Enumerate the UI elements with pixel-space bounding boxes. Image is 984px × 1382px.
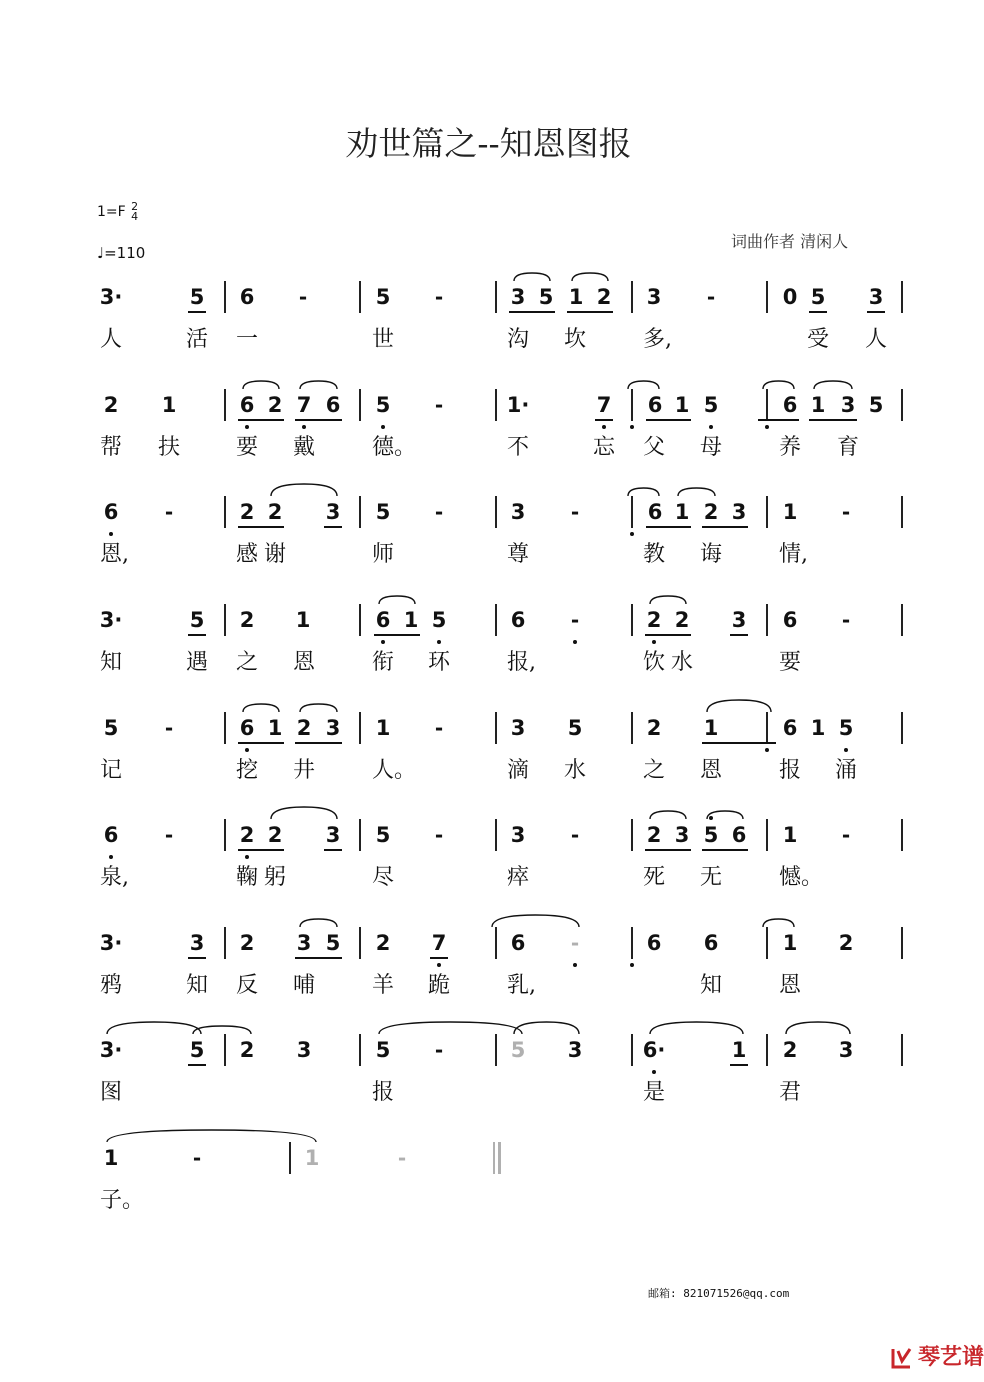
octave-dot-below — [245, 748, 249, 752]
lyric-char: 瘁 — [507, 865, 530, 890]
slur-arc — [514, 273, 550, 281]
note: 1 — [304, 1146, 320, 1170]
lyric-char: 知 — [186, 973, 209, 998]
octave-dot-below — [437, 640, 441, 644]
lyric-char: 躬 — [264, 865, 287, 890]
lyric-char: 知 — [100, 650, 123, 675]
note: 6 — [103, 500, 119, 524]
lyric-char: 记 — [100, 758, 123, 783]
note: 1 — [782, 823, 798, 847]
lyric-char: 跪 — [428, 973, 451, 998]
note: 2 — [103, 393, 119, 417]
note: 3 — [325, 823, 341, 847]
sustain-dash: - — [164, 716, 174, 740]
octave-dot-below — [652, 640, 656, 644]
sustain-dash: - — [434, 285, 444, 309]
lyric-char: 感 — [236, 542, 259, 567]
note: 3· — [99, 285, 123, 309]
lyric-char: 谢 — [264, 542, 287, 567]
slur-arc — [678, 488, 715, 496]
sustain-dash: - — [164, 823, 174, 847]
lyric-char: 憾。 — [779, 865, 824, 890]
note: 3 — [510, 823, 526, 847]
octave-dot-below — [381, 425, 385, 429]
octave-dot-below — [245, 855, 249, 859]
contact-email: 邮箱: 821071526@qq.com — [648, 1287, 790, 1300]
note: 6 — [325, 393, 341, 417]
lyric-char: 图 — [100, 1080, 123, 1105]
lyric-char: 报 — [372, 1080, 395, 1105]
note: 5 — [375, 823, 391, 847]
octave-dot-below — [765, 425, 769, 429]
note: 3 — [674, 823, 690, 847]
lyric-char: 人 — [865, 327, 888, 352]
note: 3 — [296, 1038, 312, 1062]
quarter-note-icon: ♩ — [97, 244, 105, 262]
note: 3· — [99, 608, 123, 632]
lyric-char: 恩 — [779, 973, 802, 998]
lyric-char: 羊 — [372, 973, 395, 998]
note: 2 — [239, 608, 255, 632]
note: 5 — [103, 716, 119, 740]
lyric-char: 之 — [236, 650, 259, 675]
note: 2 — [596, 285, 612, 309]
note: 2 — [646, 716, 662, 740]
note: 6 — [239, 285, 255, 309]
note: 6 — [103, 823, 119, 847]
slur-arc — [514, 1022, 579, 1034]
note: 3· — [99, 931, 123, 955]
sustain-dash: - — [570, 931, 580, 955]
lyric-char: 死 — [643, 865, 666, 890]
lyric-char: 滴 — [507, 758, 530, 783]
note: 7 — [296, 393, 312, 417]
note: 1 — [810, 393, 826, 417]
slur-arc — [107, 1130, 316, 1142]
sustain-dash: - — [434, 393, 444, 417]
note: 1 — [161, 393, 177, 417]
sustain-dash: - — [570, 608, 580, 632]
lyric-char: 人 — [100, 327, 123, 352]
note: 5 — [703, 823, 719, 847]
octave-dot-below — [302, 425, 306, 429]
octave-dot-below — [245, 425, 249, 429]
octave-dot-below — [381, 640, 385, 644]
lyric-char: 水 — [671, 650, 694, 675]
note: 5 — [838, 716, 854, 740]
note: 1 — [674, 500, 690, 524]
note: 6 — [239, 716, 255, 740]
slur-arc — [628, 488, 659, 496]
lyric-char: 之 — [643, 758, 666, 783]
lyric-char: 反 — [236, 973, 259, 998]
slur-arc — [814, 381, 852, 389]
note: 2 — [375, 931, 391, 955]
lyric-char: 要 — [236, 435, 259, 460]
time-denominator: 4 — [131, 210, 139, 223]
octave-dot-above — [709, 816, 713, 820]
note: 5 — [538, 285, 554, 309]
note: 2 — [674, 608, 690, 632]
note: 3 — [510, 716, 526, 740]
slur-arc — [193, 1026, 251, 1034]
note: 6 — [239, 393, 255, 417]
lyric-char: 恩 — [700, 758, 723, 783]
lyric-char: 活 — [186, 327, 209, 352]
slur-arc — [379, 596, 415, 604]
sustain-dash: - — [706, 285, 716, 309]
lyric-char: 养 — [779, 435, 802, 460]
note: 1 — [103, 1146, 119, 1170]
lyric-char: 无 — [700, 865, 723, 890]
octave-dot-below — [109, 532, 113, 536]
sustain-dash: - — [570, 823, 580, 847]
sustain-dash: - — [841, 608, 851, 632]
lyric-char: 环 — [428, 650, 451, 675]
lyric-char: 忘 — [593, 435, 616, 460]
note: 3 — [646, 285, 662, 309]
lyric-char: 一 — [236, 327, 259, 352]
note: 5 — [431, 608, 447, 632]
note: 1 — [731, 1038, 747, 1062]
slur-arc — [707, 700, 771, 712]
lyric-char: 涌 — [835, 758, 858, 783]
note: 5 — [810, 285, 826, 309]
note: 3 — [296, 931, 312, 955]
note: 2 — [646, 823, 662, 847]
lyric-char: 人。 — [372, 758, 417, 783]
lyric-char: 扶 — [158, 435, 181, 460]
lyric-char: 戴 — [293, 435, 316, 460]
slur-arc — [243, 381, 279, 389]
page-title: 劝世篇之--知恩图报 — [345, 124, 632, 163]
lyric-char: 要 — [779, 650, 802, 675]
lyric-char: 子。 — [100, 1188, 145, 1213]
note: 1 — [810, 716, 826, 740]
slur-arc — [271, 807, 337, 819]
lyric-char: 是 — [643, 1080, 666, 1105]
note: 1 — [295, 608, 311, 632]
octave-dot-below — [630, 963, 634, 967]
note: 2 — [838, 931, 854, 955]
note: 1· — [506, 393, 530, 417]
note: 3 — [325, 500, 341, 524]
lyric-char: 育 — [837, 435, 860, 460]
lyric-char: 受 — [807, 327, 830, 352]
octave-dot-below — [630, 532, 634, 536]
lyric-char: 沟 — [507, 327, 530, 352]
lyric-char: 师 — [372, 542, 395, 567]
lyric-char: 母 — [700, 435, 723, 460]
note: 6 — [782, 716, 798, 740]
note: 2 — [239, 931, 255, 955]
note: 1 — [782, 500, 798, 524]
note: 2 — [239, 823, 255, 847]
octave-dot-below — [765, 748, 769, 752]
note: 0 — [782, 285, 798, 309]
lyric-char: 知 — [700, 973, 723, 998]
lyric-char: 不 — [507, 435, 530, 460]
note: 5 — [868, 393, 884, 417]
lyric-char: 报, — [507, 650, 536, 675]
lyric-char: 世 — [372, 327, 395, 352]
octave-dot-below — [109, 855, 113, 859]
sustain-dash: - — [192, 1146, 202, 1170]
note: 5 — [567, 716, 583, 740]
note: 5 — [189, 285, 205, 309]
logo-label: 琴艺谱 — [918, 1345, 984, 1370]
note: 1 — [674, 393, 690, 417]
sustain-dash: - — [841, 500, 851, 524]
sustain-dash: - — [434, 500, 444, 524]
lyric-char: 乳, — [507, 973, 536, 998]
lyric-char: 水 — [564, 758, 587, 783]
lyric-char: 饮 — [643, 650, 666, 675]
note: 5 — [375, 500, 391, 524]
lyric-char: 诲 — [700, 542, 723, 567]
lyric-char: 尽 — [372, 865, 395, 890]
octave-dot-below — [709, 425, 713, 429]
note: 6· — [642, 1038, 666, 1062]
octave-dot-below — [630, 425, 634, 429]
note: 3 — [731, 608, 747, 632]
sustain-dash: - — [434, 1038, 444, 1062]
note: 6 — [647, 393, 663, 417]
slur-arc — [300, 704, 337, 712]
sustain-dash: - — [434, 823, 444, 847]
lyric-char: 衔 — [372, 650, 395, 675]
note: 1 — [267, 716, 283, 740]
note: 5 — [375, 393, 391, 417]
note: 3· — [99, 1038, 123, 1062]
octave-dot-below — [573, 963, 577, 967]
lyric-char: 情, — [779, 542, 808, 567]
slur-arc — [763, 919, 794, 927]
note: 5 — [703, 393, 719, 417]
slur-arc — [650, 811, 686, 819]
lyric-char: 父 — [643, 435, 666, 460]
lyric-char: 泉, — [100, 865, 129, 890]
note: 5 — [510, 1038, 526, 1062]
tempo-value: =110 — [104, 244, 146, 262]
slur-arc — [271, 484, 337, 496]
note: 6 — [375, 608, 391, 632]
note: 5 — [375, 285, 391, 309]
note: 3 — [325, 716, 341, 740]
note: 2 — [239, 500, 255, 524]
note: 6 — [782, 608, 798, 632]
key-label: 1=F — [97, 204, 126, 220]
slur-arc — [650, 1022, 743, 1034]
note: 3 — [840, 393, 856, 417]
slur-arc — [300, 919, 337, 927]
slur-arc — [243, 704, 279, 712]
note: 6 — [510, 608, 526, 632]
note: 2 — [703, 500, 719, 524]
note: 1 — [782, 931, 798, 955]
note: 3 — [838, 1038, 854, 1062]
note: 6 — [782, 393, 798, 417]
note: 3 — [868, 285, 884, 309]
slur-arc — [300, 381, 337, 389]
note: 2 — [267, 823, 283, 847]
slur-arc — [650, 596, 686, 604]
time-numerator: 2 — [131, 200, 139, 213]
lyric-char: 遇 — [186, 650, 209, 675]
octave-dot-below — [573, 640, 577, 644]
slur-arc — [786, 1022, 850, 1034]
note: 3 — [567, 1038, 583, 1062]
octave-dot-below — [602, 425, 606, 429]
note: 6 — [646, 931, 662, 955]
lyric-char: 尊 — [507, 542, 530, 567]
octave-dot-below — [437, 963, 441, 967]
note: 3 — [510, 285, 526, 309]
octave-dot-below — [652, 1070, 656, 1074]
note: 1 — [375, 716, 391, 740]
lyric-char: 报 — [779, 758, 802, 783]
lyric-char: 鸦 — [100, 973, 123, 998]
octave-dot-below — [844, 748, 848, 752]
lyric-char: 鞠 — [236, 865, 259, 890]
note: 3 — [731, 500, 747, 524]
note: 7 — [596, 393, 612, 417]
note: 5 — [375, 1038, 391, 1062]
note: 2 — [239, 1038, 255, 1062]
note: 5 — [325, 931, 341, 955]
note: 2 — [267, 393, 283, 417]
site-logo — [890, 1340, 984, 1371]
slur-arc — [628, 381, 659, 389]
note: 2 — [267, 500, 283, 524]
sustain-dash: - — [841, 823, 851, 847]
note: 6 — [731, 823, 747, 847]
slur-arc — [107, 1022, 201, 1034]
lyric-char: 恩 — [293, 650, 316, 675]
slur-arc — [572, 273, 608, 281]
lyric-char: 君 — [779, 1080, 802, 1105]
lyric-char: 教 — [643, 542, 666, 567]
sustain-dash: - — [570, 500, 580, 524]
lyric-char: 恩, — [100, 542, 129, 567]
note: 1 — [568, 285, 584, 309]
note: 7 — [431, 931, 447, 955]
note: 6 — [647, 500, 663, 524]
note: 5 — [189, 1038, 205, 1062]
note: 2 — [646, 608, 662, 632]
slur-arc — [379, 1022, 522, 1034]
note: 1 — [703, 716, 719, 740]
note: 1 — [403, 608, 419, 632]
lyric-char: 井 — [293, 758, 316, 783]
lyric-char: 坎 — [564, 327, 587, 352]
note: 2 — [296, 716, 312, 740]
note: 3 — [510, 500, 526, 524]
slur-arc — [492, 915, 579, 927]
lyric-char: 多, — [643, 327, 672, 352]
lyric-char: 挖 — [236, 758, 259, 783]
lyric-char: 帮 — [100, 435, 123, 460]
logo-icon — [890, 1345, 916, 1371]
note: 5 — [189, 608, 205, 632]
note: 6 — [510, 931, 526, 955]
note: 6 — [703, 931, 719, 955]
sustain-dash: - — [434, 716, 444, 740]
lyric-char: 德。 — [372, 435, 417, 460]
note: 3 — [189, 931, 205, 955]
note: 2 — [782, 1038, 798, 1062]
sustain-dash: - — [164, 500, 174, 524]
author-credit: 词曲作者 清闲人 — [731, 232, 849, 251]
slur-arc — [763, 381, 794, 389]
sustain-dash: - — [397, 1146, 407, 1170]
lyric-char: 哺 — [293, 973, 316, 998]
sustain-dash: - — [298, 285, 308, 309]
